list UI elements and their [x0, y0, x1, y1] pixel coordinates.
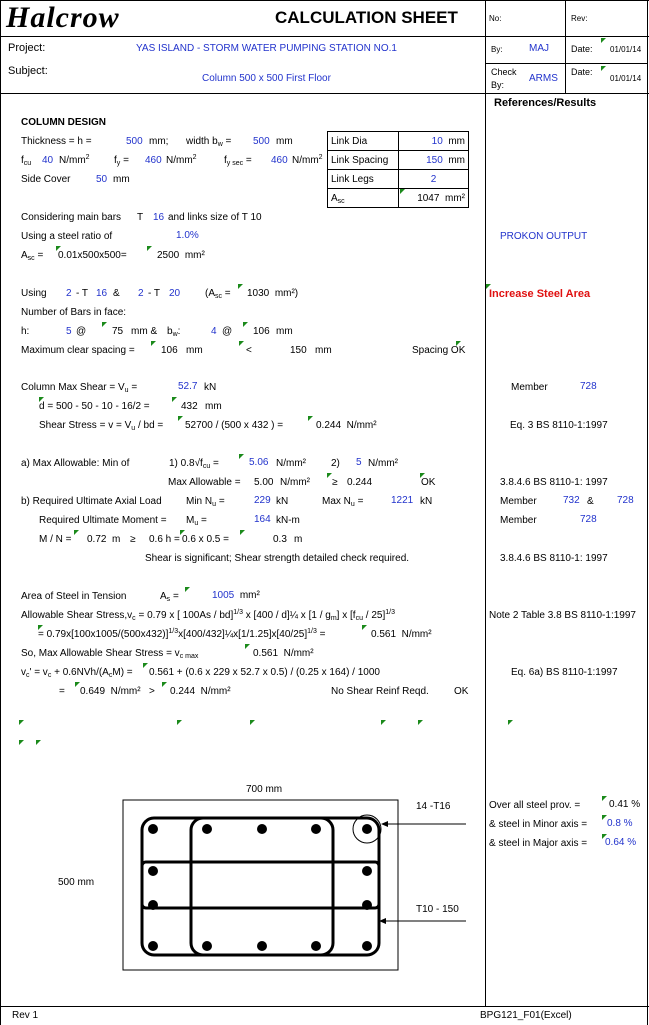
by-value: MAJ [529, 43, 549, 54]
drawing-height-label: 500 mm [58, 877, 95, 888]
greater-equal-2: ≥ [130, 534, 136, 545]
rebar [148, 941, 158, 951]
check-label: Check [491, 67, 517, 77]
mn-unit: m [112, 534, 121, 545]
max-n-unit: kN [420, 496, 433, 507]
axial-load-label: b) Required Ultimate Axial Load [21, 496, 162, 507]
overall-steel-value: 0.41 % [609, 799, 641, 810]
overall-steel-label: Over all steel prov. = [489, 800, 581, 811]
using-n1: 2 [66, 288, 72, 299]
at-sign-1: @ [76, 326, 87, 337]
mu-unit: kN-m [276, 515, 300, 526]
inner-link-horizontal [142, 862, 379, 908]
main-bar-size: 16 [153, 212, 165, 223]
using-amp: & [113, 288, 120, 299]
section-heading: COLUMN DESIGN [21, 117, 106, 128]
using-dash-1: - T [76, 288, 89, 299]
member-label-2: Member [500, 496, 537, 507]
date-label-2: Date: [571, 67, 593, 77]
shear-significant-note: Shear is significant; Shear strength detailed check required. [145, 553, 410, 564]
rebar [257, 824, 267, 834]
prokon-output: PROKON OUTPUT [500, 231, 588, 242]
cover-value: 50 [96, 174, 108, 185]
link-legs-label: Link Legs [328, 170, 399, 189]
reference-3846-a: 3.8.4.6 BS 8110-1: 1997 [500, 477, 608, 488]
links-text: and links size of T 10 [168, 212, 262, 223]
fy-unit: $N/mm^2$ [166, 154, 197, 166]
link-spacing-label: Link Spacing [328, 151, 399, 170]
check-by-value: ARMS [529, 73, 558, 84]
d-unit: mm [205, 401, 222, 412]
member-label-1: Member [511, 382, 548, 393]
references-heading: References/Results [494, 97, 597, 109]
major-axis-value: 0.64 % [605, 837, 637, 848]
asc-value: 1047 mm² [399, 189, 469, 208]
option-2-label: 2) [331, 458, 340, 469]
min-n-label: Min $N_u$ = [186, 496, 225, 508]
bw-unit: mm [276, 326, 293, 337]
mn-label: M / N = [39, 534, 72, 545]
h-label: h: [21, 326, 30, 337]
bw-spacing: 106 [253, 326, 270, 337]
max-allowable-result-unit: N/mm² [280, 477, 310, 488]
cover-label: Side Cover [21, 174, 71, 185]
rebar [148, 824, 158, 834]
ratio-label: Using a steel ratio of [21, 231, 113, 242]
rebar [362, 866, 372, 876]
max-allowable-shear-label: So, Max Allowable Shear Stress = $v_{c max}$ [21, 648, 199, 660]
main-bar-prefix: T [137, 212, 144, 223]
asc-expr: 0.01x500x500= [58, 250, 127, 261]
rebar [311, 824, 321, 834]
thickness-label: Thickness = h = [21, 136, 92, 147]
rebar [148, 866, 158, 876]
table-row [328, 189, 469, 208]
rebar [362, 941, 372, 951]
project-name: YAS ISLAND - STORM WATER PUMPING STATION NO.1 [136, 43, 397, 54]
thickness-unit: mm; [149, 136, 169, 147]
mu-label: $M_u$ = [186, 515, 207, 527]
tension-area-label: Area of Steel in Tension [21, 591, 127, 602]
fcu-value: 40 [42, 155, 54, 166]
link-dia-label: Link Dia [328, 132, 399, 151]
spacing-limit: 150 [290, 345, 307, 356]
date-value-1: 01/01/14 [610, 45, 642, 54]
sheet-title: CALCULATION SHEET [275, 8, 458, 27]
max-n-value: 1221 [391, 495, 414, 506]
date-label: Date: [571, 44, 593, 54]
rebar [257, 941, 267, 951]
d-label: d = 500 - 50 - 10 - 16/2 = [39, 401, 150, 412]
as-value: 1005 mm² [212, 590, 260, 601]
shear-stress-label: Shear Stress = $v = V_u$ / bd = [39, 420, 164, 432]
member-value-1: 728 [580, 381, 597, 392]
as-label: $A_s$ = [160, 591, 179, 603]
less-than: < [246, 345, 252, 356]
bar-callout-circle [353, 815, 381, 843]
max-allowable-result-label: Max Allowable = [168, 477, 241, 488]
bar-callout-arrow [381, 821, 388, 827]
shear-v-value: 0.244 N/mm² [170, 686, 231, 697]
max-shear-label: Column Max Shear = $V_u$ = [21, 382, 138, 394]
fysec-unit: $N/mm^2$ [292, 154, 323, 166]
h6-unit: m [294, 534, 303, 545]
fysec-value: 460 [271, 155, 288, 166]
width-value: 500 [253, 136, 270, 147]
bar-callout-label: 14 -T16 [416, 801, 451, 812]
by-label: By: [491, 45, 503, 54]
company-logo: Halcrow [6, 1, 120, 34]
member-amp: & [587, 496, 594, 507]
h-count: 5 [66, 326, 72, 337]
thickness-value: 500 [126, 136, 143, 147]
footer-reference: BPG121_F01(Excel) [480, 1010, 572, 1021]
final-ok: OK [454, 686, 469, 697]
table-row [328, 170, 469, 189]
option-1-value: 5.06 [249, 457, 269, 468]
using-label: Using [21, 288, 47, 299]
rev-label: Rev: [571, 14, 588, 23]
using-dash-2: - T [148, 288, 161, 299]
member-value-4: 728 [580, 514, 597, 525]
option-2-unit: N/mm² [368, 458, 398, 469]
using-n2: 2 [138, 288, 144, 299]
max-n-label: Max $N_u$ = [322, 496, 364, 508]
rebar [362, 900, 372, 910]
max-allowable-label: a) Max Allowable: Min of [21, 458, 130, 469]
subject-label: Subject: [8, 65, 48, 77]
member-value-3: 728 [617, 495, 634, 506]
reference-eq3: Eq. 3 BS 8110-1:1997 [510, 420, 608, 431]
member-label-3: Member [500, 515, 537, 526]
link-table [327, 131, 469, 208]
link-spacing-value: 150 mm [399, 151, 469, 170]
allowable-shear-expr: = $0.79x[100x1005/(500x432)]^{1/3}x[400/432]\frac{1}{4}x[1/1.25]x[40/25]^{1/3}$ = [38, 628, 326, 640]
fcu-label: $f_{cu}$ [21, 155, 32, 167]
asc-req-label: $A_{sc}$ = [21, 250, 44, 262]
min-n-value: 229 [254, 495, 271, 506]
allowable-shear-formula: Allowable Shear $Stress,v_c = 0.79$ x [ 100As / bd]$^{1/3}$ x [400 / d]¼ x $[1 / g_m]$ x $[f_{cu} / 25]^{1/3}$ [21, 609, 395, 622]
max-shear-unit: kN [204, 382, 217, 393]
table-row [328, 132, 469, 151]
rebar [148, 900, 158, 910]
clear-spacing-unit: mm [186, 345, 203, 356]
rebar [202, 824, 212, 834]
link-callout-arrow [379, 918, 386, 924]
major-axis-label: & steel in Major axis = [489, 838, 588, 849]
spacing-limit-unit: mm [315, 345, 332, 356]
vc-prime-expr: 0.561 + (0.6 x 229 x 52.7 x 0.5) / (0.25 x 164) / 1000 [149, 667, 380, 678]
vc-value: 0.561 N/mm² [371, 629, 432, 640]
increase-steel-warning: Increase Steel Area [489, 288, 591, 300]
ratio-value: 1.0% [176, 230, 199, 241]
shear-stress-value: 0.244 N/mm² [316, 420, 377, 431]
check-by-label: By: [491, 80, 505, 90]
no-shear-reinf: No Shear Reinf Reqd. [331, 686, 429, 697]
footer-revision: Rev 1 [12, 1010, 39, 1021]
using-asc-value: 1030 mm²) [247, 288, 299, 299]
check-value: 0.244 [347, 477, 373, 488]
vc-prime-label: $v_c' = v_c + 0.6NVh/(A_cM)$ = [21, 667, 133, 679]
mn-value: 0.72 [87, 534, 107, 545]
link-dia-value: 10 mm [399, 132, 469, 151]
max-allowable-shear-value: 0.561 N/mm² [253, 648, 314, 659]
shear-stress-expr: 52700 / (500 x 432 ) = [185, 420, 284, 431]
using-asc-label: ($A_{sc}$ = [205, 288, 231, 300]
reference-3846-b: 3.8.4.6 BS 8110-1: 1997 [500, 553, 608, 564]
asc-label: $A_{sc}$ [328, 189, 399, 208]
project-label: Project: [8, 42, 46, 54]
option-2-value: 5 [356, 457, 362, 468]
width-unit: mm [276, 136, 293, 147]
reference-eq6a: Eq. 6a) BS 8110-1:1997 [511, 667, 618, 678]
member-value-2: 732 [563, 495, 580, 506]
min-n-unit: kN [276, 496, 289, 507]
max-shear-value: 52.7 [178, 381, 198, 392]
using-d1: 16 [96, 288, 108, 299]
at-sign-2: @ [222, 326, 233, 337]
link-callout-label: T10 - 150 [416, 904, 459, 915]
moment-label: Required Ultimate Moment = [39, 515, 167, 526]
inner-link-vertical [191, 818, 333, 955]
option-1-unit: N/mm² [276, 458, 306, 469]
minor-axis-label: & steel in Minor axis = [489, 819, 588, 830]
rebar [362, 824, 372, 834]
column-outline [123, 800, 398, 970]
h6-label: 0.6 h = [149, 534, 180, 545]
no-label: No: [489, 14, 502, 23]
h-spacing: 75 [112, 326, 124, 337]
width-label: width $b_w$ = [186, 136, 232, 148]
bw-label: $b_w$: [167, 326, 181, 338]
spacing-ok: Spacing OK [412, 345, 466, 356]
d-value: 432 [181, 401, 198, 412]
bw-count: 4 [211, 326, 217, 337]
fy-label: $f_y$ = [114, 155, 129, 167]
cover-unit: mm [113, 174, 130, 185]
greater-equal-1: ≥ [332, 477, 338, 488]
allowable-ok: OK [421, 477, 436, 488]
h6-value: 0.3 [273, 534, 287, 545]
date-value-2: 01/01/14 [610, 74, 642, 83]
vc-prime-eq: = [59, 686, 65, 697]
rebar [311, 941, 321, 951]
table-row [328, 151, 469, 170]
vc-prime-value: 0.649 N/mm² [80, 686, 141, 697]
face-label: Number of Bars in face: [21, 307, 127, 318]
rebar-group [148, 824, 372, 951]
h6-expr: 0.6 x 0.5 = [182, 534, 229, 545]
link-legs-value: 2 [399, 170, 469, 189]
h-unit: mm & [131, 326, 158, 337]
rebar [202, 941, 212, 951]
drawing-width-label: 700 mm [246, 784, 283, 795]
considering-label: Considering main bars [21, 212, 122, 223]
subject-value: Column 500 x 500 First Floor [202, 73, 331, 84]
mu-value: 164 [254, 514, 271, 525]
reference-note2: Note 2 Table 3.8 BS 8110-1:1997 [489, 610, 636, 621]
clear-spacing-label: Maximum clear spacing = [21, 345, 135, 356]
asc-req-value: 2500 mm² [157, 250, 205, 261]
max-allowable-result-value: 5.00 [254, 477, 274, 488]
using-d2: 20 [169, 288, 181, 299]
clear-spacing-value: 106 [161, 345, 178, 356]
fy-value: 460 [145, 155, 162, 166]
fcu-unit: $N/mm^2$ [59, 154, 90, 166]
minor-axis-value: 0.8 % [607, 818, 633, 829]
outer-link [142, 818, 379, 955]
fysec-label: $f_{y sec}$ = [224, 155, 252, 167]
greater-than: > [149, 686, 155, 697]
option-1-label: 1) $0.8√f_{cu}$ = [169, 458, 219, 470]
